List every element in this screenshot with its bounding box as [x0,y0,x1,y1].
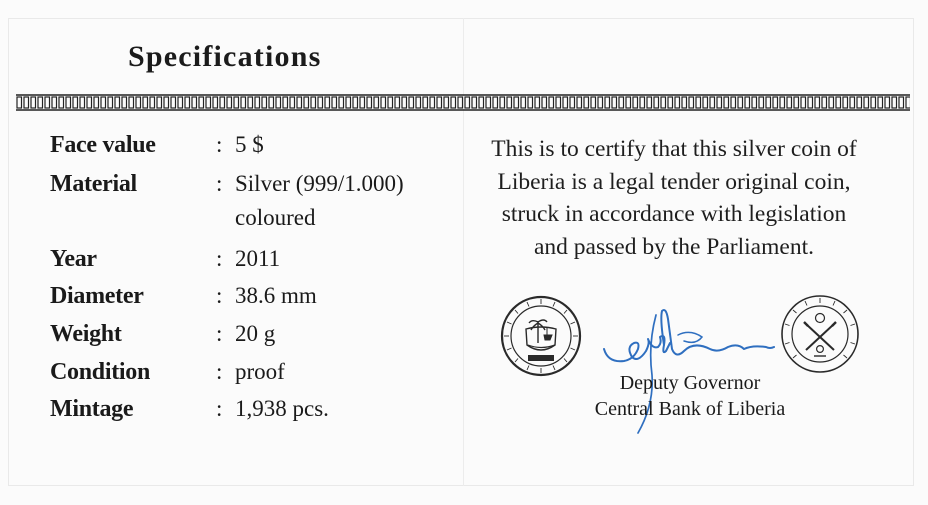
certify-line: This is to certify that this silver coin of [491,136,857,162]
spec-value: 38.6 mm [235,283,317,308]
spec-label: Condition [50,359,151,385]
certify-line: and passed by the Parliament. [534,233,814,260]
spec-colon: : [216,321,223,346]
spec-colon: : [216,246,223,271]
spec-label: Face value [50,132,156,158]
certify-line: struck in accordance with legislation [501,201,847,227]
specifications-title: Specifications [128,40,322,73]
spec-value: proof [235,359,285,384]
spec-label: Material [50,171,137,197]
spec-value: 2011 [235,246,281,271]
liberia-coat-of-arms-seal [500,295,582,377]
spec-label: Diameter [50,283,144,309]
spec-value-continued: coloured [235,205,316,230]
central-bank-of-liberia-seal [780,294,860,374]
certification-statement [468,133,880,263]
spec-colon: : [216,359,223,384]
spec-label: Weight [50,321,122,347]
spec-value: 1,938 pcs. [235,396,329,421]
spec-colon: : [216,171,223,196]
spec-value: 5 $ [235,132,264,157]
ornamental-rule [16,90,910,114]
spec-label: Mintage [50,396,134,422]
spec-value: Silver (999/1.000) [235,171,404,196]
spec-label: Year [50,246,97,272]
signatory-title: Deputy Governor [619,372,761,394]
certify-line: Liberia is a legal tender original coin, [497,168,851,195]
spec-value: 20 g [235,321,276,346]
spec-colon: : [216,132,223,157]
signatory-organization: Central Bank of Liberia [594,398,786,420]
spec-colon: : [216,283,223,308]
spec-colon: : [216,396,223,421]
fold-line [463,18,464,486]
